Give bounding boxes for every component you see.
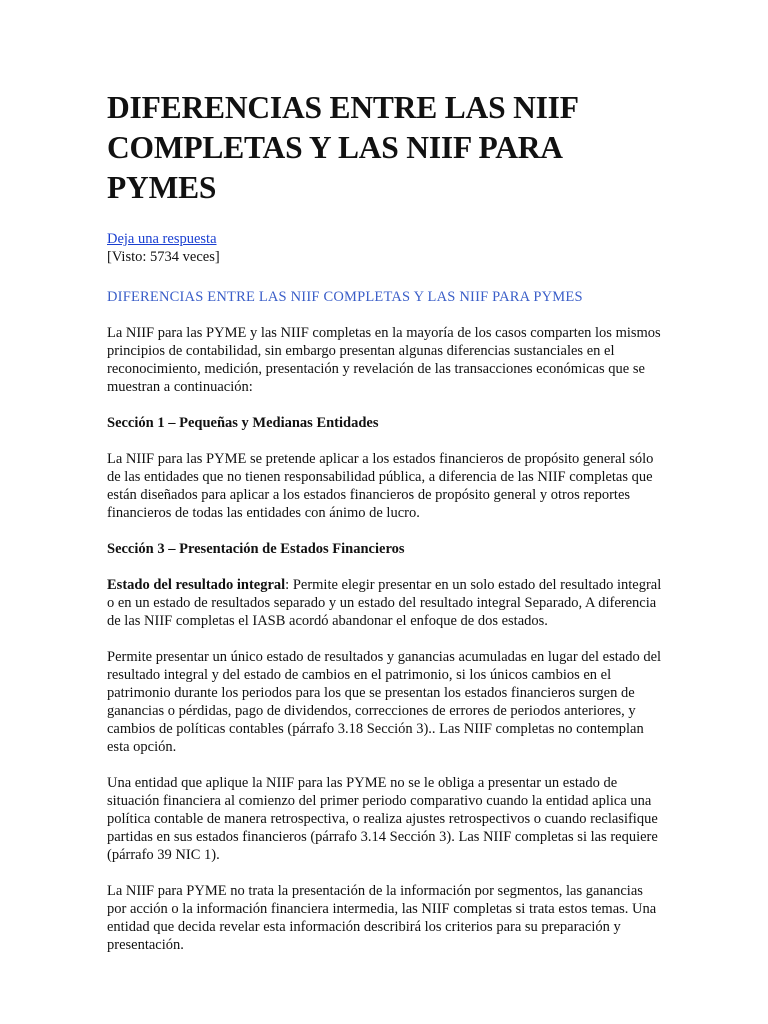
reply-link[interactable]: Deja una respuesta xyxy=(107,231,217,247)
intro-paragraph: La NIIF para las PYME y las NIIF completas en la mayoría de los casos comparten los mismos principios de contabilidad, sin embargo presentan algunas diferencias sustanciales en el reconocimiento, medición, presentación y revelación de las transacciones económicas que se muestran a continuación: xyxy=(107,325,661,395)
estado-paragraph xyxy=(107,576,662,630)
section-subtitle: DIFERENCIAS ENTRE LAS NIIF COMPLETAS Y LAS NIIF PARA PYMES xyxy=(107,289,583,305)
section1-heading: Sección 1 – Pequeñas y Medianas Entidades xyxy=(107,415,379,431)
section3-heading: Sección 3 – Presentación de Estados Financieros xyxy=(107,541,405,557)
entidad-paragraph: Una entidad que aplique la NIIF para las PYME no se le obliga a presentar un estado de situación financiera al comienzo del primer periodo comparativo cuando la entidad aplica una política contable de manera retrospectiva, o realiza ajustes retrospectivos o cuando reclasifique partidas en sus estados financieros (párrafo 3.14 Sección 3). Las NIIF completas si las requiere (párrafo 39 NIC 1). xyxy=(107,775,658,863)
document-content xyxy=(107,88,662,954)
segmentos-paragraph: La NIIF para PYME no trata la presentación de la información por segmentos, las ganancias por acción o la información financiera intermedia, las NIIF completas si trata estos temas. Una entidad que decida revelar esta información describirá los criterios para su preparación y presentación. xyxy=(107,883,657,953)
page-title: DIFERENCIAS ENTRE LAS NIIF COMPLETAS Y LAS NIIF PARA PYMES xyxy=(107,90,578,205)
section1-paragraph: La NIIF para las PYME se pretende aplicar a los estados financieros de propósito general sólo de las entidades que no tienen responsabilidad pública, a diferencia de las NIIF completas que están diseñados para aplicar a los estados financieros de propósito general y otros reportes financieros de todas las entidades con ánimo de lucro. xyxy=(107,451,654,521)
post-meta xyxy=(107,230,662,266)
estado-label: Estado del resultado integral xyxy=(107,577,286,593)
unico-paragraph: Permite presentar un único estado de resultados y ganancias acumuladas en lugar del estado del resultado integral y del estado de cambios en el patrimonio, si los únicos cambios en el patrimonio durante los periodos para los que se presentan los estados financieros surgen de ganancias o pérdidas, pago de dividendos, correcciones de errores de periodos anteriores, y cambios de políticas contables (párrafo 3.18 Sección 3).. Las NIIF completas no contemplan esta opción. xyxy=(107,649,662,755)
estado-text: : Permite elegir presentar en un solo estado del resultado integral o en un estado de resultados separado y un estado del resultado integral Separado, A diferencia de las NIIF completas el IASB acordó abandonar el enfoque de dos estados. xyxy=(107,577,662,629)
view-count: [Visto: 5734 veces] xyxy=(107,249,220,265)
